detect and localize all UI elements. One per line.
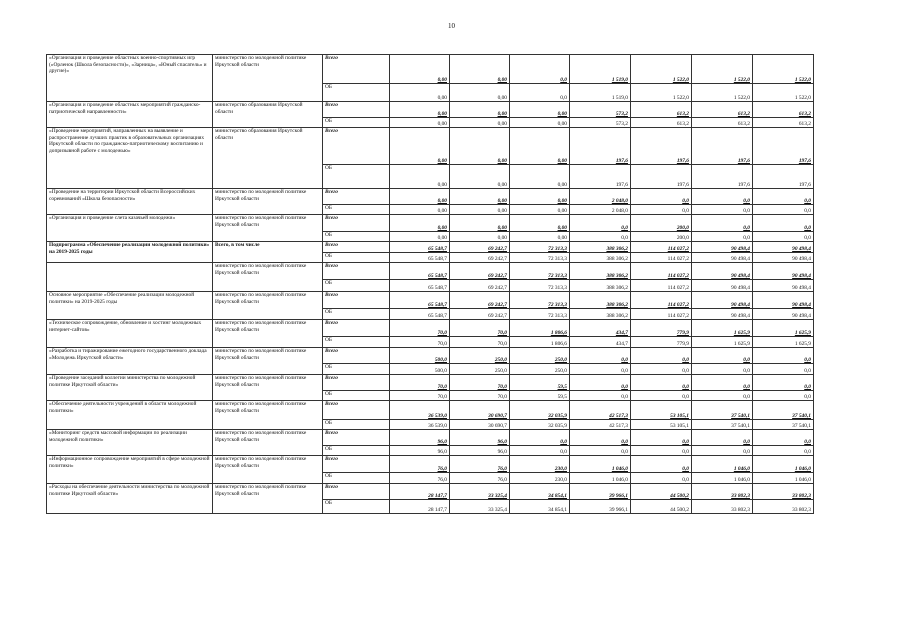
total-value: 65 548,7: [390, 263, 450, 280]
ob-value: 59,5: [510, 391, 570, 401]
ob-value: 0,0: [753, 205, 814, 215]
total-value: 33 802,3: [753, 484, 814, 500]
total-value: 250,0: [510, 348, 570, 364]
table-row-total: [47, 55, 814, 84]
ob-value: 44 500,2: [631, 500, 692, 514]
total-value: 0,00: [390, 189, 450, 205]
table-row-total: [47, 189, 814, 205]
ob-value: 0,00: [450, 84, 510, 102]
total-value: 1 046,0: [570, 456, 631, 473]
ob-value: 0,00: [390, 205, 450, 215]
total-value: 69 242,7: [450, 242, 510, 253]
table-row-total: [47, 484, 814, 500]
ob-value: 0,0: [753, 364, 814, 375]
total-value: 44 500,2: [631, 484, 692, 500]
total-value: 65 548,7: [390, 242, 450, 253]
ob-value: 32 035,9: [510, 420, 570, 430]
ob-value: 0,00: [450, 118, 510, 128]
ob-value: 70,0: [450, 337, 510, 348]
total-value: 1 522,0: [753, 55, 814, 84]
total-value: 69 242,7: [450, 263, 510, 280]
funding-total-label: Всего: [323, 430, 390, 446]
ob-value: 69 242,7: [450, 253, 510, 263]
ob-value: 70,0: [390, 391, 450, 401]
funding-total-label: Всего: [323, 55, 390, 84]
total-value: 0,0: [753, 430, 814, 446]
total-value: 53 105,1: [631, 401, 692, 420]
ob-value: 114 027,2: [631, 309, 692, 320]
total-value: 70,0: [450, 375, 510, 391]
ob-value: 1 522,0: [692, 84, 753, 102]
activity-name: «Техническое сопровождение, обновление и хостинг молодежных интернет-сайтов»: [47, 320, 213, 348]
table-row-total: [47, 320, 814, 337]
ob-value: 0,0: [692, 391, 753, 401]
funding-ob-label: ОБ: [323, 253, 390, 263]
total-value: 434,7: [570, 320, 631, 337]
total-value: 30 690,7: [450, 401, 510, 420]
executor: министерство по молодежной политике Иркутской области: [213, 263, 323, 292]
total-value: 0,0: [510, 430, 570, 446]
funding-ob-label: ОБ: [323, 337, 390, 348]
total-value: 1 522,0: [631, 55, 692, 84]
total-value: 76,0: [450, 456, 510, 473]
ob-value: 90 498,4: [753, 253, 814, 263]
total-value: 0,0: [570, 375, 631, 391]
total-value: 0,0: [753, 375, 814, 391]
ob-value: 30 690,7: [450, 420, 510, 430]
total-value: 72 313,3: [510, 292, 570, 309]
total-value: 2 048,0: [570, 189, 631, 205]
total-value: 0,00: [510, 189, 570, 205]
total-value: 0,0: [692, 348, 753, 364]
activity-name: «Разработка и тиражирование ежегодного государственного доклада «Молодежь Иркутской области»: [47, 348, 213, 375]
page-number: 10: [448, 22, 455, 30]
funding-ob-label: ОБ: [323, 205, 390, 215]
total-value: 42 517,3: [570, 401, 631, 420]
executor: министерство по молодежной политике Иркутской области: [213, 348, 323, 375]
executor: министерство по молодежной политике Иркутской области: [213, 401, 323, 430]
ob-value: 76,0: [450, 473, 510, 484]
total-value: 0,0: [631, 430, 692, 446]
ob-value: 33 802,3: [692, 500, 753, 514]
funding-total-label: Всего: [323, 401, 390, 420]
total-value: 0,00: [510, 215, 570, 232]
ob-value: 114 027,2: [631, 280, 692, 292]
total-value: 200,0: [631, 215, 692, 232]
ob-value: 0,0: [753, 391, 814, 401]
total-value: 59,5: [510, 375, 570, 391]
funding-total-label: Всего: [323, 456, 390, 473]
ob-value: 69 242,7: [450, 280, 510, 292]
funding-total-label: Всего: [323, 375, 390, 391]
total-value: 37 540,1: [692, 401, 753, 420]
ob-value: 197,6: [692, 165, 753, 189]
table-row-total: [47, 401, 814, 420]
total-value: 76,0: [390, 456, 450, 473]
ob-value: 69 242,7: [450, 309, 510, 320]
total-value: 0,0: [753, 189, 814, 205]
ob-value: 37 540,1: [692, 420, 753, 430]
ob-value: 72 313,3: [510, 280, 570, 292]
ob-value: 0,0: [570, 232, 631, 242]
total-value: 1 522,0: [692, 55, 753, 84]
ob-value: 0,00: [450, 165, 510, 189]
ob-value: 0,00: [510, 232, 570, 242]
ob-value: 28 147,7: [390, 500, 450, 514]
total-value: 0,00: [390, 215, 450, 232]
ob-value: 197,6: [570, 165, 631, 189]
total-value: 0,0: [692, 375, 753, 391]
ob-value: 34 854,1: [510, 500, 570, 514]
executor: министерство по молодежной политике Иркутской области: [213, 292, 323, 320]
funding-total-label: Всего: [323, 348, 390, 364]
activity-name: «Организация и проведение слета казачьей молодежи»: [47, 215, 213, 242]
funding-ob-label: ОБ: [323, 420, 390, 430]
ob-value: 613,2: [631, 118, 692, 128]
total-value: 33 325,4: [450, 484, 510, 500]
total-value: 37 540,1: [753, 401, 814, 420]
ob-value: 0,00: [390, 165, 450, 189]
table-row-total: [47, 242, 814, 253]
total-value: 197,6: [631, 128, 692, 165]
ob-value: 36 539,0: [390, 420, 450, 430]
ob-value: 90 498,4: [753, 309, 814, 320]
total-value: 0,00: [510, 102, 570, 118]
ob-value: 500,0: [390, 364, 450, 375]
executor: министерство по молодежной политике Иркутской области: [213, 215, 323, 242]
total-value: 90 498,4: [692, 292, 753, 309]
ob-value: 0,00: [390, 84, 450, 102]
ob-value: 613,2: [692, 118, 753, 128]
activity-name: «Мониторинг средств массовой информации по реализации молодежной политики»: [47, 430, 213, 456]
funding-ob-label: ОБ: [323, 280, 390, 292]
ob-value: 90 498,4: [692, 253, 753, 263]
table-row-total: [47, 263, 814, 280]
total-value: 388 306,2: [570, 292, 631, 309]
ob-value: 388 306,2: [570, 280, 631, 292]
table-row-total: [47, 215, 814, 232]
table-row-total: [47, 128, 814, 165]
total-value: 28 147,7: [390, 484, 450, 500]
total-value: 1 625,9: [753, 320, 814, 337]
ob-value: 65 548,7: [390, 280, 450, 292]
total-value: 0,00: [390, 55, 450, 84]
ob-value: 1 046,0: [570, 473, 631, 484]
ob-value: 1 625,9: [753, 337, 814, 348]
total-value: 70,0: [450, 320, 510, 337]
ob-value: 573,2: [570, 118, 631, 128]
total-value: 70,0: [390, 320, 450, 337]
total-value: 0,00: [450, 55, 510, 84]
ob-value: 0,0: [570, 391, 631, 401]
total-value: 0,0: [631, 456, 692, 473]
executor: министерство по молодежной политике Иркутской области: [213, 189, 323, 215]
total-value: 69 242,7: [450, 292, 510, 309]
executor: министерство по молодежной политике Иркутской области: [213, 456, 323, 484]
activity-name: «Расходы на обеспечение деятельности министерства по молодежной политике Иркутской области»: [47, 484, 213, 514]
ob-value: 70,0: [390, 337, 450, 348]
total-value: 0,00: [450, 128, 510, 165]
ob-value: 1 522,0: [631, 84, 692, 102]
total-value: 39 966,1: [570, 484, 631, 500]
ob-value: 0,0: [753, 446, 814, 456]
ob-value: 0,00: [450, 205, 510, 215]
ob-value: 388 306,2: [570, 253, 631, 263]
funding-total-label: Всего: [323, 128, 390, 165]
ob-value: 0,0: [510, 84, 570, 102]
funding-ob-label: ОБ: [323, 446, 390, 456]
ob-value: 0,0: [631, 473, 692, 484]
total-value: 114 027,2: [631, 242, 692, 253]
funding-total-label: Всего: [323, 189, 390, 205]
activity-name: Подпрограмма «Обеспечение реализации молодежной политики» на 2019-2025 годы: [47, 242, 213, 263]
ob-value: 0,00: [450, 232, 510, 242]
total-value: 34 854,1: [510, 484, 570, 500]
funding-total-label: Всего: [323, 102, 390, 118]
ob-value: 0,0: [631, 446, 692, 456]
executor: министерство по молодежной политике Иркутской области: [213, 320, 323, 348]
funding-total-label: Всего: [323, 242, 390, 253]
total-value: 0,0: [631, 348, 692, 364]
total-value: 573,2: [570, 102, 631, 118]
budget-table: [46, 54, 814, 514]
total-value: 0,0: [692, 189, 753, 205]
ob-value: 114 027,2: [631, 253, 692, 263]
executor: министерство по молодежной политике Иркутской области: [213, 375, 323, 401]
total-value: 114 027,2: [631, 263, 692, 280]
activity-name: Основное мероприятие «Обеспечение реализации молодежной политики» на 2019-2025 годы: [47, 292, 213, 320]
activity-name: «Проведение заседаний коллегии министерства по молодежной политике Иркутской области»: [47, 375, 213, 401]
total-value: 1 046,0: [753, 456, 814, 473]
ob-value: 0,0: [692, 364, 753, 375]
ob-value: 0,0: [753, 232, 814, 242]
ob-value: 1 519,0: [570, 84, 631, 102]
ob-value: 90 498,4: [692, 280, 753, 292]
total-value: 0,00: [450, 215, 510, 232]
table-row-total: [47, 456, 814, 473]
ob-value: 1 806,6: [510, 337, 570, 348]
total-value: 0,0: [631, 189, 692, 205]
total-value: 72 313,3: [510, 263, 570, 280]
total-value: 0,0: [692, 430, 753, 446]
ob-value: 70,0: [450, 391, 510, 401]
total-value: 0,0: [692, 215, 753, 232]
ob-value: 230,0: [510, 473, 570, 484]
activity-name: «Организация и проведение областных мероприятий гражданско-патриотической направленности»: [47, 102, 213, 128]
funding-total-label: Всего: [323, 292, 390, 309]
funding-total-label: Всего: [323, 320, 390, 337]
total-value: 114 027,2: [631, 292, 692, 309]
funding-ob-label: ОБ: [323, 473, 390, 484]
executor: министерство образования Иркутской области: [213, 128, 323, 189]
total-value: 0,00: [510, 128, 570, 165]
ob-value: 0,00: [390, 232, 450, 242]
ob-value: 96,0: [390, 446, 450, 456]
ob-value: 0,0: [692, 446, 753, 456]
ob-value: 37 540,1: [753, 420, 814, 430]
ob-value: 76,0: [390, 473, 450, 484]
total-value: 0,00: [390, 102, 450, 118]
activity-name: «Организация и проведение областных военно-спортивных игр («Орленок (Школа безопасности)», «Зарница», «Юный спасатель» и другие)»: [47, 55, 213, 102]
total-value: 0,00: [390, 128, 450, 165]
total-value: 0,0: [570, 215, 631, 232]
total-value: 90 498,4: [753, 242, 814, 253]
funding-ob-label: ОБ: [323, 364, 390, 375]
ob-value: 33 325,4: [450, 500, 510, 514]
total-value: 65 548,7: [390, 292, 450, 309]
table-row-total: [47, 348, 814, 364]
total-value: 1 519,0: [570, 55, 631, 84]
total-value: 72 313,3: [510, 242, 570, 253]
ob-value: 42 517,3: [570, 420, 631, 430]
funding-ob-label: ОБ: [323, 118, 390, 128]
executor: Всего, в том числе: [213, 242, 323, 263]
table-row-total: [47, 102, 814, 118]
total-value: 388 306,2: [570, 263, 631, 280]
ob-value: 0,0: [631, 205, 692, 215]
ob-value: 1 522,0: [753, 84, 814, 102]
funding-ob-label: ОБ: [323, 165, 390, 189]
total-value: 613,2: [692, 102, 753, 118]
ob-value: 33 802,3: [753, 500, 814, 514]
funding-ob-label: ОБ: [323, 84, 390, 102]
total-value: 96,0: [390, 430, 450, 446]
total-value: 0,0: [753, 215, 814, 232]
ob-value: 0,0: [570, 364, 631, 375]
total-value: 388 306,2: [570, 242, 631, 253]
ob-value: 96,0: [450, 446, 510, 456]
funding-total-label: Всего: [323, 484, 390, 500]
ob-value: 0,0: [692, 205, 753, 215]
executor: министерство образования Иркутской области: [213, 102, 323, 128]
total-value: 90 498,4: [753, 292, 814, 309]
total-value: 32 035,9: [510, 401, 570, 420]
table-row-total: [47, 375, 814, 391]
ob-value: 0,0: [631, 391, 692, 401]
ob-value: 250,0: [450, 364, 510, 375]
funding-total-label: Всего: [323, 263, 390, 280]
funding-ob-label: ОБ: [323, 500, 390, 514]
total-value: 0,0: [753, 348, 814, 364]
ob-value: 0,00: [510, 205, 570, 215]
ob-value: 1 046,0: [692, 473, 753, 484]
activity-name: «Информационное сопровождение мероприятий в сфере молодежной политики»: [47, 456, 213, 484]
total-value: 1 625,9: [692, 320, 753, 337]
total-value: 500,0: [390, 348, 450, 364]
table-row-total: [47, 430, 814, 446]
executor: министерство по молодежной политике Иркутской области: [213, 430, 323, 456]
total-value: 96,0: [450, 430, 510, 446]
ob-value: 90 498,4: [692, 309, 753, 320]
ob-value: 200,0: [631, 232, 692, 242]
ob-value: 72 313,3: [510, 309, 570, 320]
activity-name: «Проведение мероприятий, направленных на выявление и распространение лучших практик в образовательных организациях Иркутской области по гражданско-патриотическому воспитанию и допризывной работе с молодежью»: [47, 128, 213, 189]
executor: министерство по молодежной политике Иркутской области: [213, 55, 323, 102]
total-value: 0,0: [570, 348, 631, 364]
total-value: 613,2: [753, 102, 814, 118]
ob-value: 197,6: [631, 165, 692, 189]
ob-value: 53 105,1: [631, 420, 692, 430]
activity-name: «Проведение на территории Иркутской области Всероссийских соревнований «Школа безопасности»: [47, 189, 213, 215]
total-value: 0,0: [510, 55, 570, 84]
ob-value: 434,7: [570, 337, 631, 348]
ob-value: 1 625,9: [692, 337, 753, 348]
total-value: 230,0: [510, 456, 570, 473]
ob-value: 0,00: [510, 118, 570, 128]
activity-name: «Обеспечение деятельности учреждений в области молодежной политики»: [47, 401, 213, 430]
total-value: 0,00: [450, 102, 510, 118]
total-value: 613,2: [631, 102, 692, 118]
ob-value: 779,9: [631, 337, 692, 348]
total-value: 0,00: [450, 189, 510, 205]
total-value: 70,0: [390, 375, 450, 391]
ob-value: 250,0: [510, 364, 570, 375]
ob-value: 0,0: [570, 446, 631, 456]
total-value: 197,6: [753, 128, 814, 165]
total-value: 0,0: [631, 375, 692, 391]
ob-value: 2 048,0: [570, 205, 631, 215]
ob-value: 90 498,4: [753, 280, 814, 292]
total-value: 1 046,0: [692, 456, 753, 473]
ob-value: 613,2: [753, 118, 814, 128]
ob-value: 0,00: [510, 165, 570, 189]
ob-value: 197,6: [753, 165, 814, 189]
total-value: 1 806,6: [510, 320, 570, 337]
total-value: 36 539,0: [390, 401, 450, 420]
total-value: 779,9: [631, 320, 692, 337]
total-value: 197,6: [692, 128, 753, 165]
total-value: 197,6: [570, 128, 631, 165]
ob-value: 0,0: [510, 446, 570, 456]
total-value: 250,0: [450, 348, 510, 364]
ob-value: 0,00: [390, 118, 450, 128]
ob-value: 1 046,0: [753, 473, 814, 484]
funding-ob-label: ОБ: [323, 232, 390, 242]
executor: министерство по молодежной политике Иркутской области: [213, 484, 323, 514]
total-value: 33 802,3: [692, 484, 753, 500]
ob-value: 65 548,7: [390, 253, 450, 263]
ob-value: 0,0: [692, 232, 753, 242]
total-value: 90 498,4: [692, 242, 753, 253]
table-row-total: [47, 292, 814, 309]
ob-value: 388 306,2: [570, 309, 631, 320]
funding-total-label: Всего: [323, 215, 390, 232]
funding-ob-label: ОБ: [323, 391, 390, 401]
funding-ob-label: ОБ: [323, 309, 390, 320]
activity-name: [47, 263, 213, 292]
total-value: 0,0: [570, 430, 631, 446]
ob-value: 39 966,1: [570, 500, 631, 514]
ob-value: 65 548,7: [390, 309, 450, 320]
ob-value: 0,0: [631, 364, 692, 375]
total-value: 90 498,4: [753, 263, 814, 280]
ob-value: 72 313,3: [510, 253, 570, 263]
total-value: 90 498,4: [692, 263, 753, 280]
